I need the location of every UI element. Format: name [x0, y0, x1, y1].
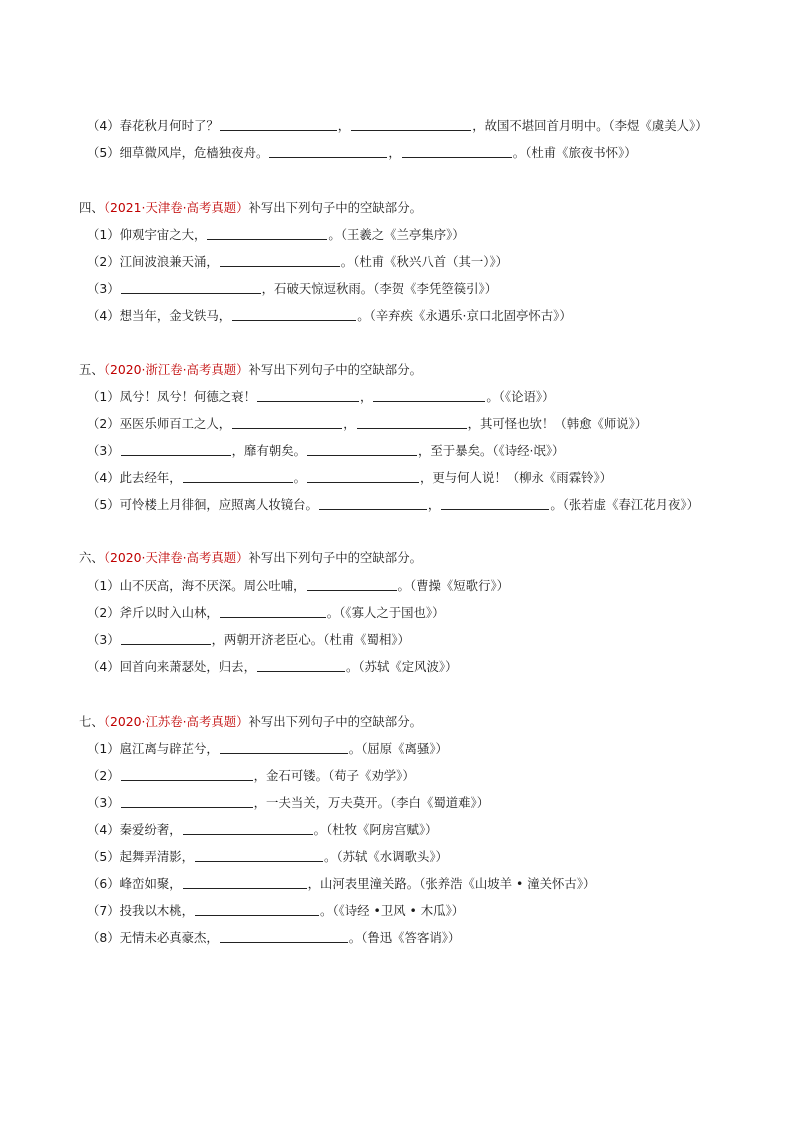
answer-blank[interactable] [319, 497, 427, 510]
answer-blank[interactable] [183, 822, 313, 835]
question-item [87, 389, 555, 405]
question-number: （4） [87, 308, 120, 323]
answer-blank[interactable] [232, 416, 342, 429]
question-text: 。（《寡人之于国也》） [326, 605, 445, 620]
answer-blank[interactable] [257, 389, 359, 402]
answer-blank[interactable] [220, 118, 337, 131]
question-text: ，石破天惊逗秋雨。（李贺《李凭箜篌引》） [261, 281, 498, 296]
question-number: （4） [87, 470, 120, 485]
question-item [87, 254, 508, 270]
question-text: ，靡有朝矣。 [231, 443, 307, 458]
section-instruction: 补写出下列句子中的空缺部分。 [248, 362, 422, 377]
answer-blank[interactable] [121, 443, 231, 456]
answer-blank[interactable] [207, 227, 327, 240]
question-item [87, 876, 595, 892]
question-number: （8） [87, 930, 120, 945]
question-number: （2） [87, 768, 120, 783]
question-text: ， [359, 389, 373, 404]
question-item [87, 903, 464, 919]
question-item [87, 849, 448, 865]
question-text: 。 [293, 470, 307, 485]
question-text: 。（《论语》） [486, 389, 555, 404]
section-number: 六、 [79, 550, 104, 565]
question-text: ，至于暴矣。（《诗经·氓》） [418, 443, 565, 458]
answer-blank[interactable] [357, 416, 467, 429]
section-number: 七、 [79, 714, 104, 729]
section-instruction: 补写出下列句子中的空缺部分。 [248, 550, 422, 565]
question-text: 。（鲁迅《答客诮》） [348, 930, 461, 945]
question-text: ，金石可镂。（荀子《劝学》） [253, 768, 415, 783]
question-text: ，更与何人说！（柳永《雨霖铃》） [420, 470, 613, 485]
question-text: 。（张若虚《春江花月夜》） [550, 497, 699, 512]
answer-blank[interactable] [220, 930, 348, 943]
question-number: （1） [87, 578, 120, 593]
question-text: 投我以木桃， [119, 903, 195, 918]
question-number: （3） [87, 795, 120, 810]
question-text: 。（《诗经 •卫风 • 木瓜》） [320, 903, 465, 918]
section-header [79, 362, 422, 378]
question-item [87, 118, 708, 134]
answer-blank[interactable] [121, 795, 253, 808]
question-number: （4） [87, 822, 120, 837]
answer-blank[interactable] [220, 254, 340, 267]
question-text: 峰峦如聚， [119, 876, 182, 891]
answer-blank[interactable] [195, 903, 319, 916]
question-number: （5） [87, 497, 120, 512]
question-text: 。（杜甫《旅夜书怀》） [512, 145, 637, 160]
question-text: 秦爱纷奢， [119, 822, 182, 837]
answer-blank[interactable] [351, 118, 471, 131]
question-text: 。（曹操《短歌行》） [397, 578, 510, 593]
question-text: 回首向来萧瑟处，归去， [119, 659, 256, 674]
question-number: （4） [87, 659, 120, 674]
question-item [87, 930, 460, 946]
answer-blank[interactable] [121, 632, 211, 645]
section-header [79, 714, 422, 730]
section-header [79, 550, 422, 566]
question-text: ，两朝开济老臣心。（杜甫《蜀相》） [211, 632, 410, 647]
question-item [87, 795, 489, 811]
section-instruction: 补写出下列句子中的空缺部分。 [248, 200, 422, 215]
question-item [87, 470, 612, 486]
question-item [87, 308, 572, 324]
section-number: 四、 [79, 200, 104, 215]
question-number: （3） [87, 281, 120, 296]
question-number: （2） [87, 416, 120, 431]
answer-blank[interactable] [220, 605, 326, 618]
question-text: 春花秋月何时了？ [119, 118, 219, 133]
answer-blank[interactable] [257, 659, 345, 672]
question-text: 。（杜甫《秋兴八首（其一）》） [340, 254, 509, 269]
section-instruction: 补写出下列句子中的空缺部分。 [248, 714, 422, 729]
question-number: （2） [87, 605, 120, 620]
question-text: ， [427, 497, 441, 512]
question-text: 山不厌高，海不厌深。周公吐哺， [119, 578, 306, 593]
question-text: 起舞弄清影， [119, 849, 195, 864]
question-text: 仰观宇宙之大， [119, 227, 207, 242]
question-item [87, 578, 509, 594]
question-item [87, 497, 699, 513]
question-item [87, 822, 438, 838]
answer-blank[interactable] [232, 308, 356, 321]
question-text: 。（屈原《离骚》） [348, 741, 448, 756]
question-text: 。（王羲之《兰亭集序》） [328, 227, 465, 242]
question-number: （6） [87, 876, 120, 891]
question-number: （5） [87, 849, 120, 864]
source-tag: （2021·天津卷·高考真题） [103, 200, 249, 215]
question-number: （1） [87, 741, 120, 756]
answer-blank[interactable] [220, 741, 348, 754]
question-item [87, 741, 448, 757]
question-number: （5） [87, 145, 120, 160]
question-item [87, 416, 647, 432]
answer-blank[interactable] [307, 470, 419, 483]
question-item [87, 768, 415, 784]
question-text: 凤兮！凤兮！何德之衰！ [119, 389, 256, 404]
question-number: （7） [87, 903, 120, 918]
question-text: 斧斤以时入山林， [119, 605, 219, 620]
question-text: 。（苏轼《水调歌头》） [324, 849, 448, 864]
question-number: （2） [87, 254, 120, 269]
source-tag: （2020·天津卷·高考真题） [103, 550, 249, 565]
source-tag: （2020·江苏卷·高考真题） [103, 714, 249, 729]
answer-blank[interactable] [441, 497, 549, 510]
answer-blank[interactable] [183, 470, 293, 483]
answer-blank[interactable] [183, 876, 307, 889]
question-number: （1） [87, 227, 120, 242]
question-text: 可怜楼上月徘徊，应照离人妆镜台。 [119, 497, 318, 512]
question-item [87, 145, 637, 161]
answer-blank[interactable] [269, 145, 387, 158]
question-text: ， [337, 118, 351, 133]
question-number: （1） [87, 389, 120, 404]
question-text: 江间波浪兼天涌， [119, 254, 219, 269]
question-item [87, 443, 564, 459]
question-text: ， [388, 145, 401, 160]
answer-blank[interactable] [307, 578, 397, 591]
question-text: 无情未必真豪杰， [119, 930, 219, 945]
answer-blank[interactable] [373, 389, 485, 402]
answer-blank[interactable] [195, 849, 323, 862]
question-text: ，一夫当关，万夫莫开。（李白《蜀道难》） [253, 795, 490, 810]
question-item [87, 632, 410, 648]
answer-blank[interactable] [307, 443, 417, 456]
question-number: （3） [87, 443, 120, 458]
question-text: 巫医乐师百工之人， [119, 416, 232, 431]
question-text: 想当年，金戈铁马， [119, 308, 232, 323]
question-text: 。（苏轼《定风波》） [345, 659, 458, 674]
question-text: 细草微风岸，危樯独夜舟。 [119, 145, 269, 160]
question-text: ，山河表里潼关路。（张养浩《山坡羊 • 潼关怀古》） [307, 876, 596, 891]
question-item [87, 659, 457, 675]
question-number: （4） [87, 118, 120, 133]
question-text: ，故国不堪回首月明中。（李煜《虞美人》） [472, 118, 708, 133]
answer-blank[interactable] [121, 768, 253, 781]
question-text: 。（辛弃疾《永遇乐·京口北固亭怀古》） [357, 308, 572, 323]
section-number: 五、 [79, 362, 104, 377]
question-text: 。（杜牧《阿房宫赋》） [313, 822, 438, 837]
question-text: ，其可怪也欤！（韩愈《师说》） [467, 416, 648, 431]
question-text: 扈江离与辟芷兮， [119, 741, 219, 756]
source-tag: （2020·浙江卷·高考真题） [103, 362, 249, 377]
answer-blank[interactable] [121, 281, 261, 294]
question-item [87, 605, 445, 621]
answer-blank[interactable] [402, 145, 512, 158]
question-text: ， [343, 416, 356, 431]
question-item [87, 281, 497, 297]
question-text: 此去经年， [119, 470, 182, 485]
section-header [79, 200, 422, 216]
question-item [87, 227, 465, 243]
question-number: （3） [87, 632, 120, 647]
